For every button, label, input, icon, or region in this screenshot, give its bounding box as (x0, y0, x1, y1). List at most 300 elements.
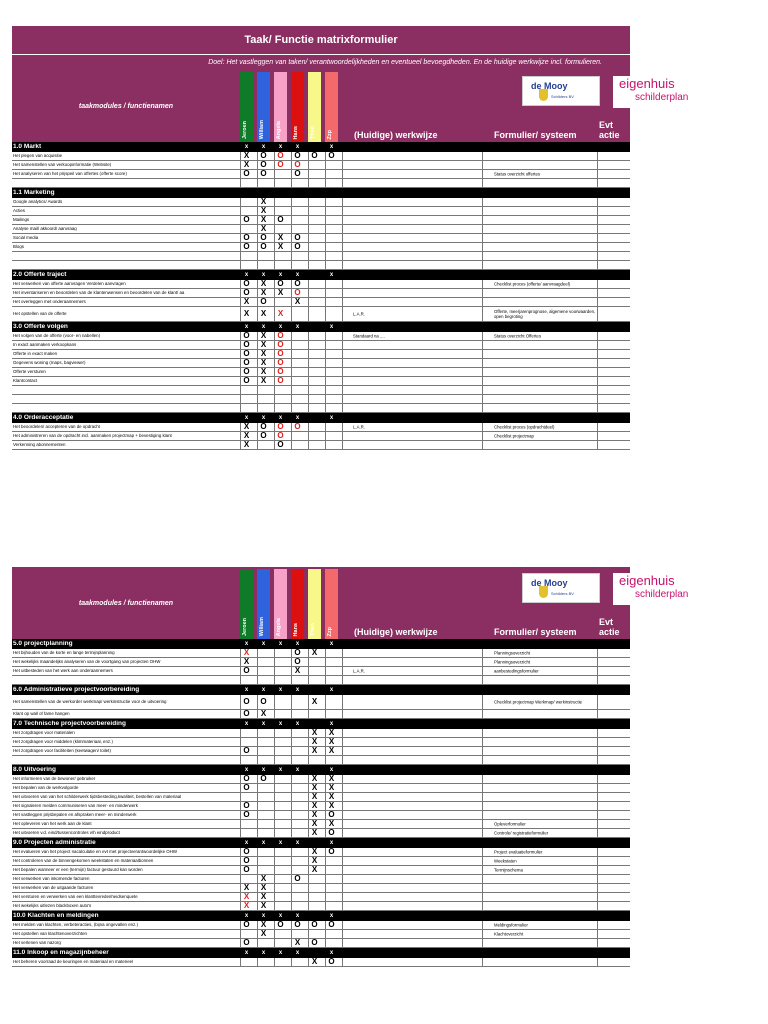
grid-line (342, 234, 343, 242)
task-label: Klant op wall of fame hangen (13, 711, 70, 716)
column-header (12, 70, 689, 142)
eigenhuis-logo: eigenhuis schilderplan (613, 573, 705, 605)
matrix-mark: X (243, 883, 250, 892)
grid-line (342, 289, 343, 297)
grid-cell (325, 432, 339, 440)
person-col-angela: Angela (274, 569, 287, 639)
grid-line (597, 307, 598, 321)
grid-line (342, 902, 343, 910)
grid-line (597, 395, 598, 403)
matrix-mark: x (295, 143, 300, 150)
grid-cell (274, 695, 288, 709)
table-row (12, 423, 630, 432)
grid-cell (308, 404, 322, 412)
grid-cell (274, 198, 288, 206)
grid-cell (274, 893, 288, 901)
matrix-mark: X (243, 297, 250, 306)
table-row (12, 820, 630, 829)
grid-line (482, 441, 483, 449)
matrix-mark: x (329, 766, 334, 773)
task-label: Offerte versturen (13, 369, 46, 374)
section-row (12, 188, 630, 198)
table-row (12, 658, 630, 667)
task-label: Het vastleggen prijsbepalen en afspraken meer- en minderwerk (13, 812, 137, 817)
matrix-mark: O (243, 340, 250, 349)
grid-line (482, 884, 483, 892)
matrix-mark: O (277, 440, 284, 449)
table-row (12, 432, 630, 441)
grid-cell (257, 848, 271, 856)
grid-line (597, 710, 598, 718)
matrix-mark: O (260, 169, 267, 178)
matrix-mark: O (260, 422, 267, 431)
grid-line (342, 298, 343, 306)
werkwijze-cell: L.A.R. (353, 311, 365, 317)
matrix-mark: x (329, 640, 334, 647)
grid-cell (257, 386, 271, 394)
task-label: Het bepalen van de werkvolgorde (13, 785, 79, 790)
task-label: Het uitbesteden van het werk aan onderaannemers (13, 668, 113, 673)
matrix-mark: x (329, 686, 334, 693)
formulier-cell: Planningsoverzicht (494, 650, 531, 656)
table-row (12, 307, 630, 322)
table-row (12, 649, 630, 658)
grid-cell (257, 784, 271, 792)
grid-cell (325, 225, 339, 233)
task-label: Het samenstellen van verkoopinformatie (Website) (13, 162, 112, 167)
matrix-mark: X (260, 349, 267, 358)
grid-line (342, 332, 343, 340)
matrix-mark: x (244, 839, 249, 846)
grid-cell (257, 958, 271, 966)
matrix-mark: X (260, 376, 267, 385)
grid-cell (325, 198, 339, 206)
matrix-mark: x (244, 271, 249, 278)
grid-cell (257, 793, 271, 801)
grid-cell (274, 738, 288, 746)
grid-cell (308, 710, 322, 718)
grid-cell (291, 332, 305, 340)
grid-line (342, 216, 343, 224)
table-row (12, 341, 630, 350)
table-row (12, 377, 630, 386)
person-col-angela: Angela (274, 72, 287, 142)
grid-cell (325, 170, 339, 178)
grid-cell (257, 939, 271, 947)
matrix-mark: x (244, 720, 249, 727)
person-col-hans: Hans (291, 569, 304, 639)
grid-line (482, 921, 483, 929)
grid-cell (274, 884, 288, 892)
formulier-cell: Opleverformulier (494, 821, 526, 827)
grid-cell (257, 857, 271, 865)
grid-line (597, 649, 598, 657)
grid-cell (308, 350, 322, 358)
grid-line (482, 829, 483, 837)
matrix-mark: X (311, 737, 318, 746)
grid-cell (274, 386, 288, 394)
grid-line (482, 902, 483, 910)
matrix-mark: x (295, 323, 300, 330)
grid-line (482, 784, 483, 792)
person-col-jeroen: Jeroen (240, 569, 253, 639)
matrix-mark: x (295, 766, 300, 773)
matrix-mark: X (311, 819, 318, 828)
section-row (12, 639, 630, 649)
grid-cell (274, 793, 288, 801)
matrix-sheet-2 (12, 567, 689, 967)
matrix-mark: x (278, 271, 283, 278)
matrix-mark: x (244, 323, 249, 330)
grid-cell (325, 216, 339, 224)
grid-line (342, 893, 343, 901)
matrix-mark: X (311, 746, 318, 755)
formulier-cell: Checklist proces (opdrachtdeel) (494, 424, 555, 430)
matrix-mark: x (329, 720, 334, 727)
grid-line (482, 307, 483, 321)
matrix-mark: x (295, 271, 300, 278)
matrix-mark: x (329, 143, 334, 150)
matrix-mark: X (260, 709, 267, 718)
matrix-mark: O (294, 874, 301, 883)
grid-line (482, 747, 483, 755)
section-title: 1.0 Markt (13, 143, 42, 150)
grid-line (482, 710, 483, 718)
grid-line (482, 170, 483, 178)
matrix-mark: O (243, 801, 250, 810)
matrix-mark: O (277, 920, 284, 929)
task-label: Het opstellen van klachtenoverzichten (13, 931, 87, 936)
grid-line (597, 695, 598, 709)
grid-line (597, 423, 598, 431)
grid-cell (240, 930, 254, 938)
grid-cell (308, 756, 322, 764)
grid-cell (308, 252, 322, 260)
table-row (12, 884, 630, 893)
person-col-william: William (257, 569, 270, 639)
grid-cell (325, 866, 339, 874)
grid-line (597, 359, 598, 367)
grid-cell (257, 802, 271, 810)
matrix-mark: x (329, 949, 334, 956)
matrix-mark: O (328, 957, 335, 966)
formulier-cell: Status overzicht offertes (494, 171, 541, 177)
grid-cell (325, 667, 339, 675)
grid-line (482, 341, 483, 349)
grid-cell (257, 829, 271, 837)
table-row (12, 161, 630, 170)
grid-cell (274, 170, 288, 178)
matrix-mark: X (311, 774, 318, 783)
grid-line (342, 811, 343, 819)
grid-cell (274, 252, 288, 260)
grid-cell (291, 198, 305, 206)
matrix-mark: O (294, 151, 301, 160)
matrix-mark: O (243, 865, 250, 874)
taakmodules-label: taakmodules / functienamen (78, 102, 174, 110)
matrix-mark: x (329, 271, 334, 278)
section-title: 8.0 Uitvoering (13, 766, 56, 773)
grid-cell (308, 225, 322, 233)
grid-line (342, 225, 343, 233)
matrix-mark: O (243, 709, 250, 718)
grid-line (597, 729, 598, 737)
grid-cell (274, 848, 288, 856)
grid-line (482, 432, 483, 440)
matrix-mark: X (260, 874, 267, 883)
matrix-mark: x (244, 766, 249, 773)
matrix-mark: X (260, 367, 267, 376)
grid-cell (240, 756, 254, 764)
eigenhuis-logo: eigenhuis schilderplan (613, 76, 705, 108)
blank-row (12, 395, 630, 404)
grid-line (482, 756, 483, 764)
grid-line (342, 802, 343, 810)
grid-cell (308, 261, 322, 269)
grid-cell (240, 958, 254, 966)
matrix-mark: x (244, 686, 249, 693)
grid-line (597, 179, 598, 187)
taakmodules-label: taakmodules / functienamen (78, 599, 174, 607)
grid-cell (325, 359, 339, 367)
grid-line (342, 350, 343, 358)
grid-line (597, 298, 598, 306)
table-row (12, 289, 630, 298)
table-row (12, 207, 630, 216)
grid-line (342, 793, 343, 801)
grid-cell (291, 377, 305, 385)
matrix-mark: O (243, 233, 250, 242)
grid-line (342, 179, 343, 187)
grid-cell (291, 893, 305, 901)
werkwijze-cell: L.A.R. (353, 424, 365, 430)
grid-cell (308, 359, 322, 367)
grid-cell (291, 216, 305, 224)
grid-line (597, 793, 598, 801)
grid-cell (240, 738, 254, 746)
grid-line (597, 884, 598, 892)
grid-cell (308, 234, 322, 242)
grid-cell (274, 676, 288, 684)
grid-line (342, 377, 343, 385)
grid-cell (291, 775, 305, 783)
grid-cell (240, 386, 254, 394)
matrix-mark: O (311, 920, 318, 929)
grid-line (342, 198, 343, 206)
table-row (12, 350, 630, 359)
grid-cell (291, 729, 305, 737)
matrix-mark: X (311, 847, 318, 856)
section-title: 10.0 Klachten en meldingen (13, 912, 99, 919)
blank-row (12, 179, 630, 188)
grid-cell (240, 829, 254, 837)
grid-cell (325, 875, 339, 883)
matrix-mark: X (260, 340, 267, 349)
grid-line (482, 377, 483, 385)
grid-cell (325, 207, 339, 215)
section-title: 1.1 Marketing (13, 189, 55, 196)
grid-cell (291, 958, 305, 966)
formulier-cell: Status overzicht Offertes (494, 333, 541, 339)
task-label: Google analytics/ Awards (13, 199, 63, 204)
grid-cell (308, 875, 322, 883)
matrix-mark: X (260, 206, 267, 215)
grid-line (482, 404, 483, 412)
grid-cell (291, 848, 305, 856)
grid-line (597, 829, 598, 837)
table-row (12, 875, 630, 884)
grid-line (482, 676, 483, 684)
grid-line (482, 252, 483, 260)
grid-cell (325, 289, 339, 297)
task-label: Analyse mail/ akkoord/ aanvraag (13, 226, 77, 231)
matrix-mark: X (311, 801, 318, 810)
blank-row (12, 676, 630, 685)
grid-cell (291, 307, 305, 321)
table-row (12, 738, 630, 747)
table-row (12, 811, 630, 820)
task-label: Social media (13, 235, 39, 240)
matrix-mark: x (329, 912, 334, 919)
task-label: Het wekelijks maandelijks analyseren van de voortgang van projecten OHW (13, 659, 161, 664)
grid-line (342, 695, 343, 709)
task-label: Het volgen van de offerte (voor- en nabellen) (13, 333, 101, 338)
matrix-mark: O (243, 215, 250, 224)
matrix-mark: O (294, 279, 301, 288)
matrix-mark: O (260, 297, 267, 306)
grid-line (597, 958, 598, 966)
grid-cell (240, 261, 254, 269)
grid-line (482, 695, 483, 709)
table-row (12, 243, 630, 252)
grid-cell (240, 793, 254, 801)
grid-cell (291, 811, 305, 819)
matrix-mark: O (277, 376, 284, 385)
grid-cell (308, 423, 322, 431)
grid-line (482, 793, 483, 801)
matrix-mark: O (243, 746, 250, 755)
grid-cell (325, 341, 339, 349)
grid-cell (274, 658, 288, 666)
grid-cell (291, 784, 305, 792)
grid-cell (240, 875, 254, 883)
table-row (12, 729, 630, 738)
section-title: 4.0 Orderacceptatie (13, 414, 74, 421)
grid-cell (291, 441, 305, 449)
grid-cell (291, 930, 305, 938)
matrix-mark: X (260, 279, 267, 288)
grid-line (342, 820, 343, 828)
grid-line (482, 857, 483, 865)
matrix-mark: x (261, 949, 266, 956)
grid-line (342, 207, 343, 215)
grid-cell (274, 649, 288, 657)
matrix-mark: X (243, 892, 250, 901)
section-row (12, 322, 630, 332)
table-row (12, 747, 630, 756)
task-label: Mailings (13, 217, 30, 222)
grid-line (482, 216, 483, 224)
matrix-mark: X (311, 783, 318, 792)
grid-line (597, 170, 598, 178)
matrix-mark: O (243, 774, 250, 783)
grid-cell (308, 658, 322, 666)
grid-line (597, 216, 598, 224)
matrix-mark: O (294, 160, 301, 169)
matrix-mark: O (294, 422, 301, 431)
matrix-mark: X (328, 783, 335, 792)
grid-line (597, 234, 598, 242)
grid-cell (291, 902, 305, 910)
grid-cell (325, 695, 339, 709)
grid-cell (325, 161, 339, 169)
formulier-header: Formulier/ systeem (494, 130, 577, 140)
grid-line (482, 350, 483, 358)
grid-cell (308, 884, 322, 892)
grid-line (597, 332, 598, 340)
grid-cell (291, 368, 305, 376)
grid-cell (274, 207, 288, 215)
grid-line (342, 261, 343, 269)
grid-line (597, 161, 598, 169)
matrix-mark: O (328, 920, 335, 929)
grid-line (342, 170, 343, 178)
grid-line (342, 359, 343, 367)
grid-line (482, 225, 483, 233)
grid-cell (325, 930, 339, 938)
matrix-mark: x (278, 912, 283, 919)
grid-line (482, 820, 483, 828)
task-label: Het informeren van de bewoner/ gebruiker (13, 776, 96, 781)
grid-line (482, 386, 483, 394)
task-label: Offerte in exact maken (13, 351, 58, 356)
matrix-mark: x (261, 912, 266, 919)
grid-cell (274, 395, 288, 403)
grid-cell (291, 802, 305, 810)
matrix-mark: O (277, 422, 284, 431)
grid-line (597, 747, 598, 755)
formulier-cell: Planningsoverzicht (494, 659, 531, 665)
grid-line (342, 307, 343, 321)
grid-cell (240, 225, 254, 233)
matrix-mark: X (294, 297, 301, 306)
matrix-mark: O (243, 279, 250, 288)
grid-cell (291, 710, 305, 718)
grid-line (342, 738, 343, 746)
grid-line (342, 658, 343, 666)
matrix-mark: O (294, 288, 301, 297)
grid-cell (274, 179, 288, 187)
matrix-mark: X (311, 957, 318, 966)
grid-cell (325, 261, 339, 269)
task-label: Blogs (13, 244, 24, 249)
grid-cell (308, 676, 322, 684)
matrix-mark: X (243, 431, 250, 440)
matrix-mark: X (260, 892, 267, 901)
grid-cell (308, 307, 322, 321)
section-row (12, 948, 630, 958)
section-row (12, 911, 630, 921)
matrix-mark: O (260, 774, 267, 783)
grid-cell (308, 395, 322, 403)
grid-line (597, 350, 598, 358)
matrix-mark: X (243, 657, 250, 666)
task-label: Het verwerken van offerte aanvragen Verdelen aanvragen (13, 281, 126, 286)
matrix-mark: O (294, 648, 301, 657)
table-row (12, 958, 630, 967)
matrix-mark: x (278, 640, 283, 647)
grid-line (482, 198, 483, 206)
